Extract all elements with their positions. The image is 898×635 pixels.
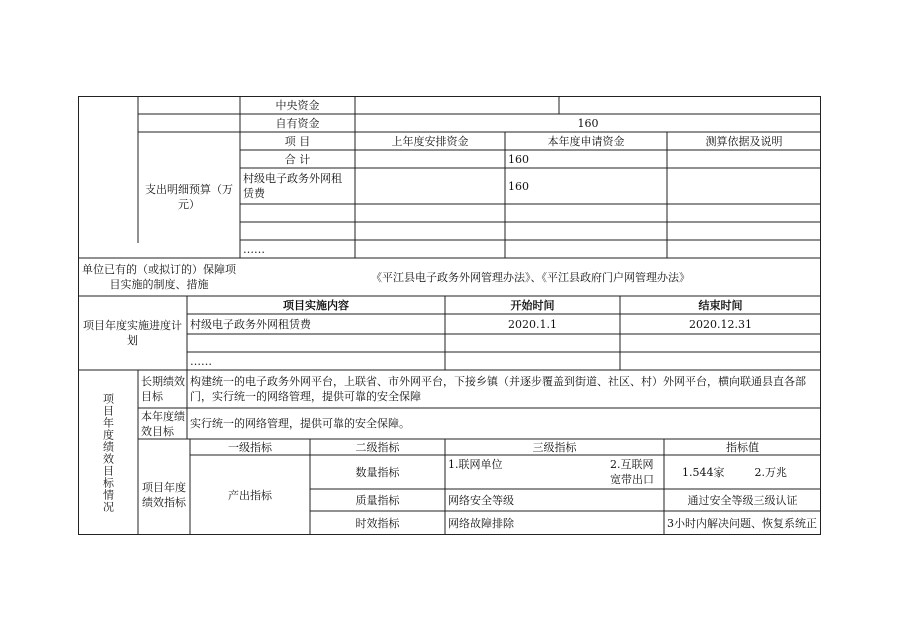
budget-item-value: 160 (508, 179, 529, 193)
indicator-header-level3: 三级指标 (532, 440, 577, 454)
own-funds-label: 自有资金 (275, 116, 320, 130)
indicator-header-level2: 二级指标 (355, 440, 400, 454)
quantity-value-a: 1.544家 (682, 465, 725, 479)
output-indicator-label: 产出指标 (228, 488, 272, 502)
schedule-label: 项目年度实施进度计划 (83, 319, 182, 347)
schedule-header-end: 结束时间 (698, 298, 743, 312)
own-funds-value: 160 (577, 116, 599, 130)
schedule-start: 2020.1.1 (508, 317, 557, 331)
budget-section-label: 支出明细预算（万元） (145, 182, 233, 211)
budget-header-item: 项 目 (284, 134, 311, 148)
indicator-header-value: 指标值 (726, 440, 759, 454)
quality-level3: 网络安全等级 (448, 493, 514, 507)
quantity-level3-b: 2.互联网宽带出口 (610, 458, 654, 486)
timeliness-value: 3小时内解决问题、恢复系统正 (667, 516, 817, 530)
quality-value: 通过安全等级三级认证 (687, 493, 798, 507)
indicator-header-level1: 一级指标 (228, 440, 272, 454)
system-content: 《平江县电子政务外网管理办法》、《平江县政府门户网管理办法》 (371, 270, 690, 284)
budget-total-label: 合 计 (284, 152, 311, 166)
schedule-end: 2020.12.31 (689, 317, 752, 331)
annual-label: 本年度绩效目标 (141, 409, 185, 438)
quality-indicator-label: 质量指标 (355, 493, 400, 507)
annual-text: 实行统一的网络管理，提供可靠的安全保障。 (190, 417, 410, 430)
central-funds-label: 中央资金 (275, 98, 320, 112)
quantity-value-b: 2.万兆 (754, 465, 787, 479)
schedule-item: 村级电子政务外网租赁费 (190, 317, 311, 331)
schedule-header-content: 项目实施内容 (283, 298, 349, 312)
performance-section-label: 项目年度绩效目标情况 (101, 392, 115, 513)
timeliness-indicator-label: 时效指标 (355, 516, 400, 530)
timeliness-level3: 网络故障排除 (448, 516, 514, 530)
budget-header-last-year: 上年度安排资金 (391, 134, 469, 148)
long-term-text: 构建统一的电子政务外网平台，上联省、市外网平台，下接乡镇（并逐步覆盖到街道、社区、村）外网平台，横向联通县直各部门，实行统一的网络管理，提供可靠的安全保障 (190, 375, 806, 403)
quantity-value-cell (664, 455, 821, 489)
budget-header-this-year: 本年度申请资金 (547, 134, 625, 148)
schedule-more: …… (190, 354, 212, 368)
indicator-label: 项目年度绩效指标 (142, 481, 186, 509)
budget-item-name: 村级电子政务外网租赁费 (243, 172, 342, 200)
schedule-header-start: 开始时间 (510, 298, 555, 312)
budget-total-value: 160 (508, 152, 529, 166)
budget-more: …… (243, 242, 265, 256)
quantity-level3-cell (445, 455, 664, 489)
long-term-label: 长期绩效目标 (141, 375, 185, 403)
quantity-level3-a: 1.联网单位 (448, 458, 503, 471)
quantity-indicator-label: 数量指标 (355, 465, 400, 479)
performance-section-label-cell (78, 370, 138, 535)
budget-header-basis: 测算依据及说明 (705, 134, 783, 148)
system-label: 单位已有的（或拟订的）保障项目实施的制度、措施 (82, 263, 236, 291)
